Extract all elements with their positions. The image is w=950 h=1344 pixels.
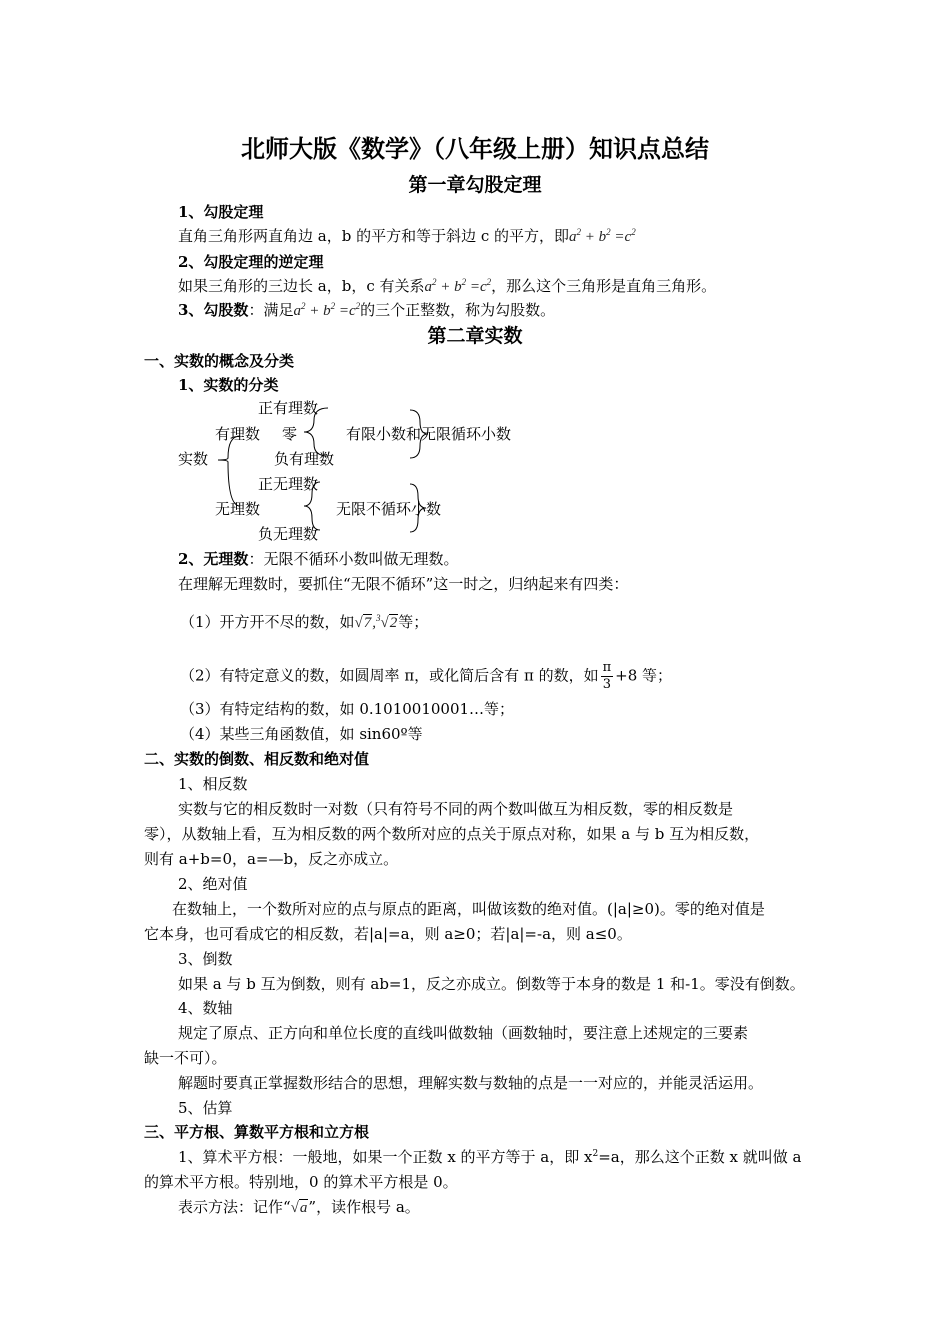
section-pythagorean-theorem: 1、勾股定理 [178, 203, 264, 221]
tree-negative-rational: 负有理数 [274, 450, 335, 468]
subsection-estimation: 5、估算 [178, 1099, 233, 1117]
sqrt-line-2: 的算术平方根。特别地，0 的算术平方根是 0。 [144, 1173, 458, 1191]
tree-zero: 零 [282, 425, 298, 443]
page-title: 北师大版《数学》（八年级上册）知识点总结 [241, 134, 709, 163]
tree-rational: 有理数 [215, 425, 261, 443]
tree-positive-irrational: 正无理数 [258, 475, 319, 493]
section-2-title: 二、实数的倒数、相反数和绝对值 [144, 750, 370, 768]
tree-irrational-description: 无限不循环小数 [336, 500, 442, 518]
irrational-intro: 在理解无理数时，要抓住“无限不循环”这一时之，归纳起来有四类： [178, 575, 629, 593]
subsection-opposite: 1、相反数 [178, 775, 248, 793]
section-3-title: 三、平方根、算数平方根和立方根 [144, 1123, 370, 1141]
radical-examples: √7,$^3$√2 [354, 613, 398, 631]
number-line-line-3: 解题时要真正掌握数形结合的思想，理解实数与数轴的点是一一对应的，并能灵活运用。 [178, 1074, 764, 1092]
formula: $a^2 + b^2 =c^2$ [424, 277, 492, 295]
sqrt-line-3: 表示方法：记作“√a”，读作根号 a。 [178, 1198, 420, 1216]
category-3: （3）有特定结构的数，如 0.1010010001…等； [180, 700, 515, 718]
pythagorean-text: 直角三角形两直角边 a，b 的平方和等于斜边 c 的平方，即$a^2 + b^2 =c^2$ [178, 227, 636, 245]
tree-positive-rational: 正有理数 [258, 399, 319, 417]
reciprocal-line-1: 如果 a 与 b 互为倒数，则有 ab=1，反之亦成立。倒数等于本身的数是 1 和-1。零没有倒数。 [178, 975, 805, 993]
real-number-classification-tree [170, 398, 530, 548]
chapter-1-heading: 第一章勾股定理 [408, 174, 542, 196]
chapter-2-heading: 第二章实数 [427, 325, 523, 347]
opposite-line-1: 实数与它的相反数时一对数（只有符号不同的两个数叫做互为相反数，零的相反数是 [178, 800, 734, 818]
formula: $a^2 + b^2 =c^2$ [569, 227, 636, 245]
tree-root-real-numbers: 实数 [178, 450, 209, 468]
section-1-title: 一、实数的概念及分类 [144, 352, 295, 370]
section-converse-theorem: 2、勾股定理的逆定理 [178, 253, 324, 271]
irrational-definition: 2、无理数：无限不循环小数叫做无理数。 [178, 550, 459, 568]
absolute-line-1: 在数轴上，一个数所对应的点与原点的距离，叫做该数的绝对值。(|a|≥0)。零的绝对值是 [172, 900, 765, 918]
formula: $a^2 + b^2 =c^2$ [293, 301, 361, 319]
subsection-number-line: 4、数轴 [178, 999, 233, 1017]
opposite-line-3: 则有 a+b=0，a=—b，反之亦成立。 [144, 850, 399, 868]
converse-text: 如果三角形的三边长 a，b，c 有关系$a^2 + b^2 =c^2$，那么这个三角形是直角三角形。 [178, 277, 717, 295]
pythagorean-triples-text: 3、勾股数：满足$a^2 + b^2 =c^2$的三个正整数，称为勾股数。 [178, 301, 556, 319]
absolute-line-2: 它本身，也可看成它的相反数，若|a|=a，则 a≥0；若|a|=-a，则 a≤0。 [144, 925, 632, 943]
number-line-line-2: 缺一不可）。 [144, 1049, 227, 1067]
subsection-reciprocal: 3、倒数 [178, 950, 233, 968]
tree-negative-irrational: 负无理数 [258, 525, 319, 543]
sqrt-line-1: 1、算术平方根：一般地，如果一个正数 x 的平方等于 a，即 $x^2=a$，那么这个正数 x 就叫做 a [178, 1148, 802, 1166]
opposite-line-2: 零），从数轴上看，互为相反数的两个数所对应的点关于原点对称，如果 a 与 b 互为相反数， [144, 825, 760, 843]
subsection-absolute: 2、绝对值 [178, 875, 248, 893]
category-2: （2）有特定意义的数，如圆周率 π，或化简后含有 π 的数，如 $\frac{\pi}{3}$ +8 等； [180, 660, 673, 692]
category-4: （4）某些三角函数值，如 sin60º等 [180, 725, 423, 743]
pi-fraction: $\frac{\pi}{3}$ [602, 660, 612, 692]
tree-rational-description: 有限小数和无限循环小数 [346, 425, 512, 443]
number-line-line-1: 规定了原点、正方向和单位长度的直线叫做数轴（画数轴时，要注意上述规定的三要素 [178, 1024, 749, 1042]
tree-brackets [170, 398, 530, 548]
sqrt-a-symbol: √a [290, 1200, 308, 1216]
category-1: （1）开方开不尽的数，如√7,$^3$√2等； [180, 613, 429, 631]
subsection-classification: 1、实数的分类 [178, 376, 279, 394]
tree-irrational: 无理数 [215, 500, 261, 518]
